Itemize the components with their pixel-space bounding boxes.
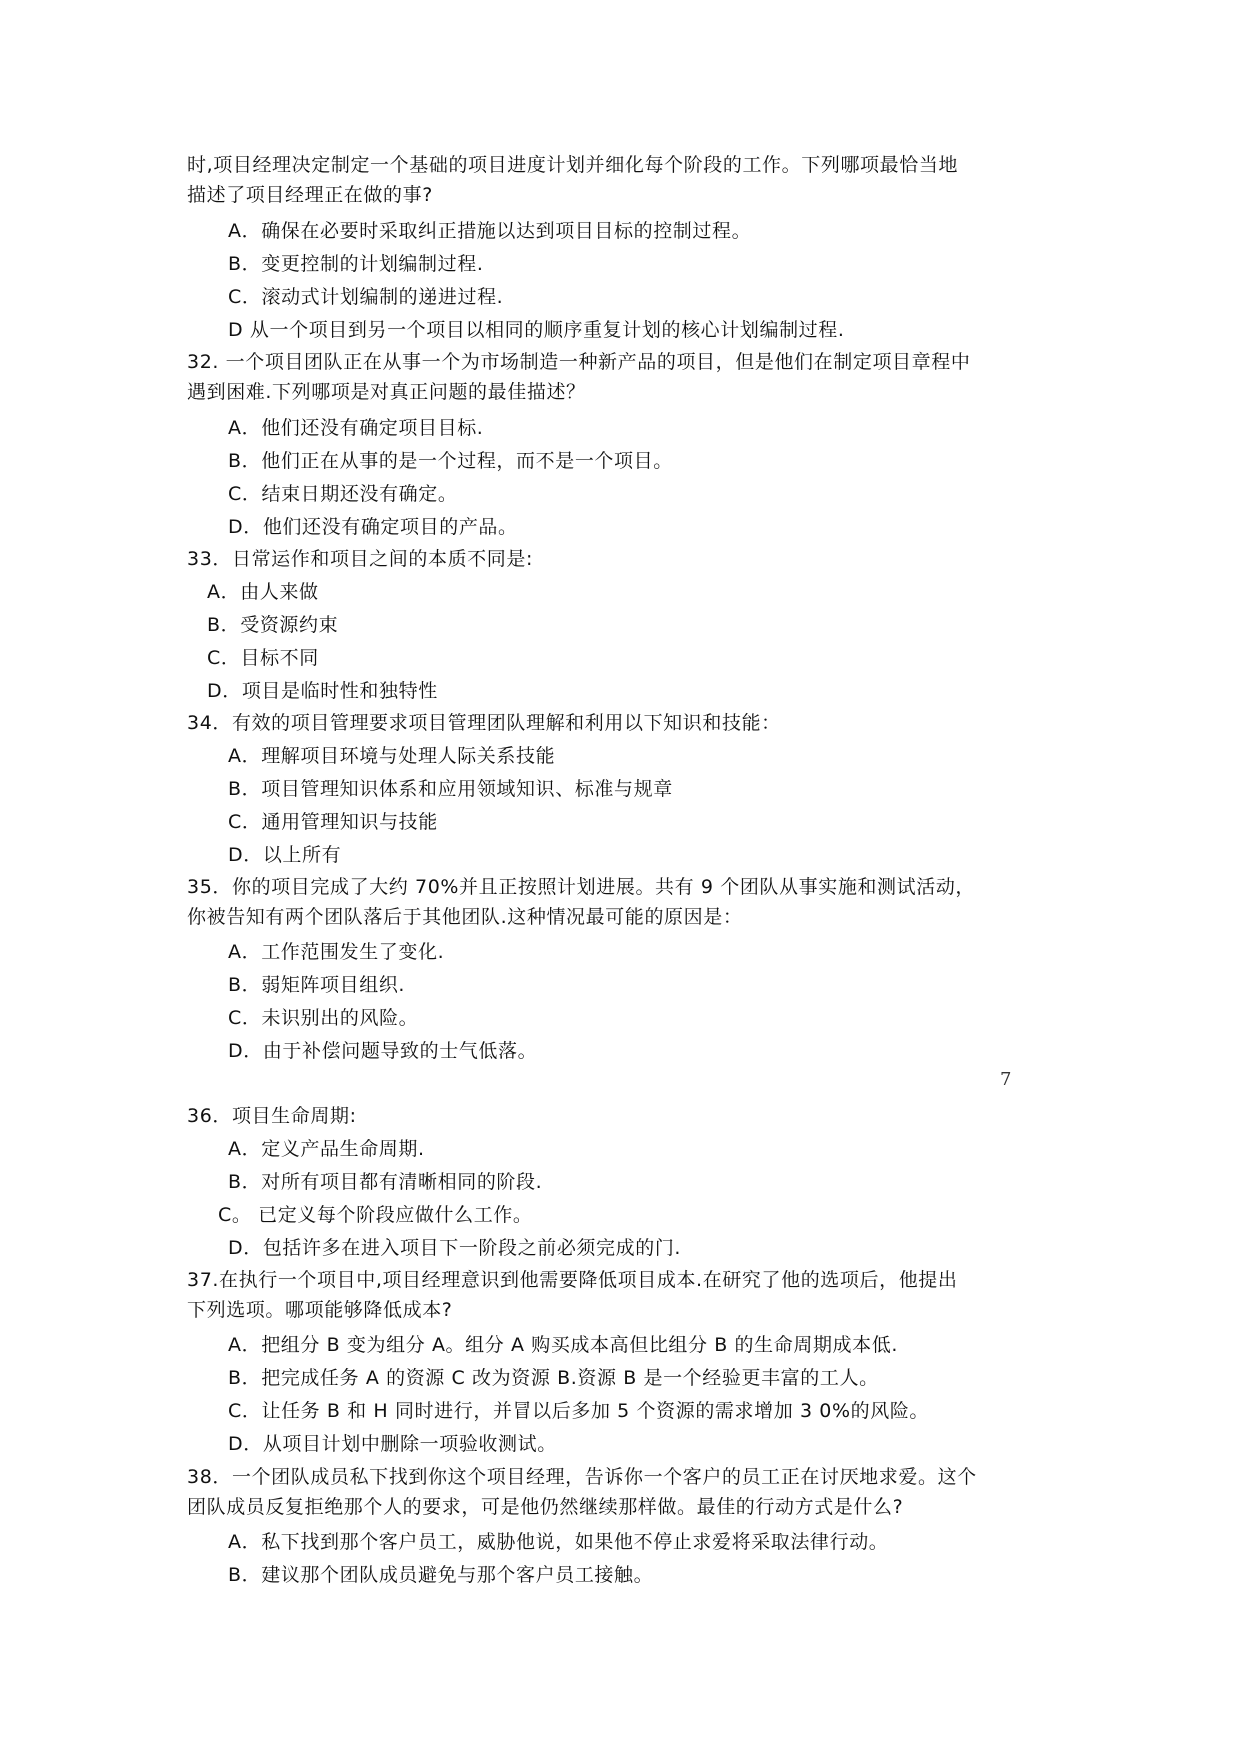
question-31-option-b: B．变更控制的计划编制过程. [228,253,484,275]
question-37-option-c: C．让任务 B 和 H 同时进行，并冒以后多加 5 个资源的需求增加 3 0%的风险。 [228,1400,930,1422]
question-32-stem-line-1: 32. 一个项目团队正在从事一个为市场制造一种新产品的项目，但是他们在制定项目章程中 [187,351,971,373]
question-32-option-d: D．他们还没有确定项目的产品。 [228,516,518,538]
question-35-stem-line-1: 35．你的项目完成了大约 70%并且正按照计划进展。共有 9 个团队从事实施和测试活动， [187,876,976,898]
question-38-option-b: B．建议那个团队成员避免与那个客户员工接触。 [228,1564,654,1586]
question-37-stem-line-1: 37.在执行一个项目中,项目经理意识到他需要降低项目成本.在研究了他的选项后，他提出 [187,1269,958,1291]
question-34-option-d: D．以上所有 [228,844,342,866]
question-37-option-a: A．把组分 B 变为组分 A。组分 A 购买成本高但比组分 B 的生命周期成本低. [228,1334,898,1356]
question-38-stem-line-1: 38．一个团队成员私下找到你这个项目经理，告诉你一个客户的员工正在讨厌地求爱。这个 [187,1466,977,1488]
question-33-stem-line-1: 33．日常运作和项目之间的本质不同是: [187,548,533,570]
question-35-option-c: C．未识别出的风险。 [228,1007,419,1029]
question-38-option-a: A．私下找到那个客户员工，威胁他说，如果他不停止求爱将采取法律行动。 [228,1531,889,1553]
question-34-stem-line-1: 34．有效的项目管理要求项目管理团队理解和利用以下知识和技能： [187,712,781,734]
question-36-stem-line-1: 36．项目生命周期: [187,1105,357,1127]
question-36-option-a: A．定义产品生命周期. [228,1138,425,1160]
question-31-option-a: A．确保在必要时采取纠正措施以达到项目目标的控制过程。 [228,220,752,242]
question-31-option-c: C．滚动式计划编制的递进过程. [228,286,504,308]
question-36-option-b: B．对所有项目都有清晰相同的阶段. [228,1171,543,1193]
question-32-option-a: A．他们还没有确定项目目标. [228,417,484,439]
page-number: 7 [1000,1069,1012,1090]
question-33-option-d: D．项目是临时性和独特性 [207,680,438,702]
question-35-option-d: D．由于补偿问题导致的士气低落。 [228,1040,538,1062]
question-35-option-a: A．工作范围发生了变化. [228,941,445,963]
question-35-option-b: B．弱矩阵项目组织. [228,974,406,996]
question-32-option-b: B．他们正在从事的是一个过程，而不是一个项目。 [228,450,673,472]
question-34-option-c: C．通用管理知识与技能 [228,811,438,833]
question-37-option-b: B．把完成任务 A 的资源 C 改为资源 B.资源 B 是一个经验更丰富的工人。 [228,1367,879,1389]
question-38-stem-line-2: 团队成员反复拒绝那个人的要求，可是他仍然继续那样做。最佳的行动方式是什么? [187,1496,904,1518]
question-37-stem-line-2: 下列选项。哪项能够降低成本? [187,1299,453,1321]
question-31-stem-line-2: 描述了项目经理正在做的事? [187,184,433,206]
question-33-option-b: B．受资源约束 [207,614,339,636]
question-36-option-d: D．包括许多在进入项目下一阶段之前必须完成的门. [228,1237,682,1259]
question-31-option-d: D 从一个项目到另一个项目以相同的顺序重复计划的核心计划编制过程. [228,319,845,341]
question-34-option-b: B．项目管理知识体系和应用领域知识、标准与规章 [228,778,673,800]
question-31-stem-line-1: 时,项目经理决定制定一个基础的项目进度计划并细化每个阶段的工作。下列哪项最恰当地 [187,154,959,176]
question-34-option-a: A．理解项目环境与处理人际关系技能 [228,745,556,767]
question-36-option-c: C。 已定义每个阶段应做什么工作。 [218,1204,533,1226]
question-33-option-a: A．由人来做 [207,581,319,603]
question-37-option-d: D．从项目计划中删除一项验收测试。 [228,1433,557,1455]
question-32-option-c: C．结束日期还没有确定。 [228,483,458,505]
question-33-option-c: C．目标不同 [207,647,319,669]
question-35-stem-line-2: 你被告知有两个团队落后于其他团队.这种情况最可能的原因是： [187,906,743,928]
question-32-stem-line-2: 遇到困难.下列哪项是对真正问题的最佳描述？ [187,381,586,403]
